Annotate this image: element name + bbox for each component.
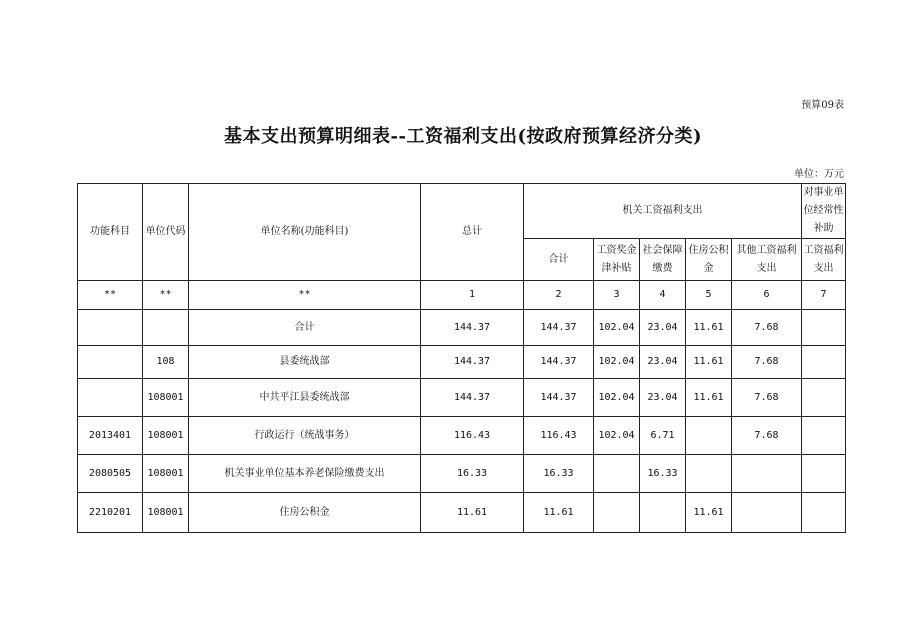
- header-salary-bonus-text: 工资奖金津补贴: [596, 244, 637, 274]
- page-title: 基本支出预算明细表--工资福利支出(按政府预算经济分类): [224, 126, 702, 147]
- cell-welfare-subsidy: [802, 417, 846, 455]
- cell-unit-name: 中共平江县委统战部: [189, 379, 421, 417]
- cell-subtotal: 16.33: [524, 455, 594, 493]
- index-cell: 2: [524, 281, 594, 310]
- cell-unit-code: 108001: [143, 379, 189, 417]
- table-row: [78, 455, 846, 493]
- index-row: [78, 281, 846, 310]
- cell-welfare-subsidy: [802, 493, 846, 533]
- cell-total: 144.37: [421, 346, 524, 379]
- table-row: [78, 417, 846, 455]
- cell-other-welfare: 7.68: [732, 310, 802, 346]
- cell-unit-name: 机关事业单位基本养老保险缴费支出: [189, 455, 421, 493]
- header-subsidy-group-text: 对事业单位经常性补助: [803, 187, 844, 234]
- cell-welfare-subsidy: [802, 310, 846, 346]
- cell-social-security: 6.71: [640, 417, 686, 455]
- index-cell: **: [189, 281, 421, 310]
- cell-salary-bonus: 102.04: [594, 346, 640, 379]
- index-cell: 5: [686, 281, 732, 310]
- cell-func-subject: 2013401: [78, 417, 143, 455]
- header-other-welfare: [732, 239, 802, 281]
- header-welfare-subsidy: [802, 239, 846, 281]
- budget-table: [77, 183, 846, 533]
- index-cell: 6: [732, 281, 802, 310]
- cell-subtotal: 116.43: [524, 417, 594, 455]
- cell-welfare-subsidy: [802, 379, 846, 417]
- cell-welfare-subsidy: [802, 346, 846, 379]
- cell-total: 16.33: [421, 455, 524, 493]
- cell-func-subject: [78, 346, 143, 379]
- cell-housing-fund: 11.61: [686, 493, 732, 533]
- unit-label: 单位：万元: [794, 169, 844, 180]
- index-cell: **: [143, 281, 189, 310]
- header-row-1: [78, 184, 846, 239]
- header-unit-code: 单位代码: [143, 184, 189, 281]
- cell-func-subject: 2210201: [78, 493, 143, 533]
- cell-social-security: 16.33: [640, 455, 686, 493]
- cell-subtotal: 11.61: [524, 493, 594, 533]
- cell-func-subject: 2080505: [78, 455, 143, 493]
- cell-salary-bonus: [594, 493, 640, 533]
- cell-total: 116.43: [421, 417, 524, 455]
- index-cell: **: [78, 281, 143, 310]
- header-welfare-subsidy-text: 工资福利支出: [803, 244, 844, 274]
- header-subsidy-group: [802, 184, 846, 239]
- cell-social-security: 23.04: [640, 346, 686, 379]
- header-unit-name: 单位名称(功能科目): [189, 184, 421, 281]
- cell-subtotal: 144.37: [524, 379, 594, 417]
- header-total: 总计: [421, 184, 524, 281]
- cell-other-welfare: [732, 455, 802, 493]
- table-row: [78, 493, 846, 533]
- cell-salary-bonus: 102.04: [594, 379, 640, 417]
- table-row: [78, 379, 846, 417]
- cell-unit-name: 合计: [189, 310, 421, 346]
- cell-unit-code: [143, 310, 189, 346]
- cell-housing-fund: [686, 417, 732, 455]
- cell-unit-name: 县委统战部: [189, 346, 421, 379]
- cell-salary-bonus: 102.04: [594, 310, 640, 346]
- cell-unit-code: 108001: [143, 493, 189, 533]
- cell-other-welfare: 7.68: [732, 417, 802, 455]
- header-func-subject: 功能科目: [78, 184, 143, 281]
- cell-total: 11.61: [421, 493, 524, 533]
- header-social-security: [640, 239, 686, 281]
- cell-social-security: 23.04: [640, 379, 686, 417]
- header-subtotal: 合计: [524, 239, 594, 281]
- cell-social-security: [640, 493, 686, 533]
- index-cell: 1: [421, 281, 524, 310]
- cell-func-subject: [78, 310, 143, 346]
- table-row: [78, 310, 846, 346]
- header-org-welfare-group: 机关工资福利支出: [524, 184, 802, 239]
- index-cell: 4: [640, 281, 686, 310]
- header-housing-fund: [686, 239, 732, 281]
- cell-subtotal: 144.37: [524, 310, 594, 346]
- header-other-welfare-text: 其他工资福利支出: [736, 244, 797, 274]
- cell-func-subject: [78, 379, 143, 417]
- header-housing-fund-text: 住房公积金: [688, 244, 729, 274]
- cell-housing-fund: 11.61: [686, 379, 732, 417]
- cell-other-welfare: 7.68: [732, 346, 802, 379]
- cell-housing-fund: 11.61: [686, 310, 732, 346]
- cell-total: 144.37: [421, 310, 524, 346]
- table-row: [78, 346, 846, 379]
- cell-unit-code: 108001: [143, 417, 189, 455]
- form-number: 预算09表: [801, 100, 844, 111]
- cell-salary-bonus: 102.04: [594, 417, 640, 455]
- index-cell: 3: [594, 281, 640, 310]
- cell-subtotal: 144.37: [524, 346, 594, 379]
- cell-welfare-subsidy: [802, 455, 846, 493]
- cell-other-welfare: 7.68: [732, 379, 802, 417]
- cell-housing-fund: 11.61: [686, 346, 732, 379]
- cell-social-security: 23.04: [640, 310, 686, 346]
- cell-unit-name: 住房公积金: [189, 493, 421, 533]
- cell-salary-bonus: [594, 455, 640, 493]
- cell-total: 144.37: [421, 379, 524, 417]
- cell-unit-code: 108: [143, 346, 189, 379]
- cell-other-welfare: [732, 493, 802, 533]
- cell-unit-code: 108001: [143, 455, 189, 493]
- cell-housing-fund: [686, 455, 732, 493]
- index-cell: 7: [802, 281, 846, 310]
- header-salary-bonus: [594, 239, 640, 281]
- header-social-security-text: 社会保障缴费: [642, 244, 683, 274]
- cell-unit-name: 行政运行（统战事务）: [189, 417, 421, 455]
